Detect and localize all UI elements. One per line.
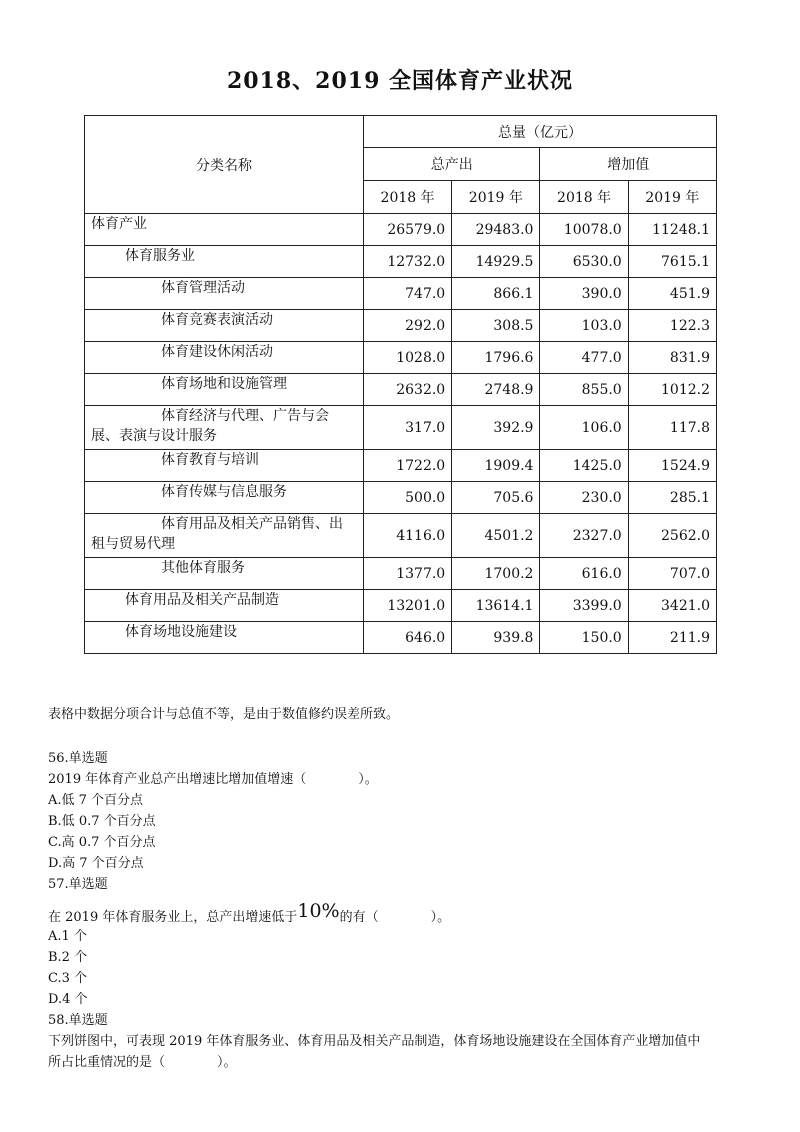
cell-value: 14929.5 — [452, 246, 540, 278]
row-name: 体育用品及相关产品销售、出租与贸易代理 — [85, 514, 364, 558]
option-c[interactable]: C.高 0.7 个百分点 — [48, 835, 156, 850]
cell-value: 866.1 — [452, 278, 540, 310]
cell-value: 13201.0 — [363, 590, 451, 622]
table-row — [85, 310, 717, 342]
header-output: 总产出 — [363, 148, 540, 181]
cell-value: 285.1 — [628, 482, 716, 514]
percent-value: 10% — [297, 900, 340, 922]
row-name: 体育管理活动 — [85, 278, 364, 310]
year-header: 2018 年 — [540, 181, 628, 214]
cell-value: 6530.0 — [540, 246, 628, 278]
table-row — [85, 214, 717, 246]
cell-value: 1722.0 — [363, 450, 451, 482]
table-row — [85, 590, 717, 622]
row-name: 体育建设休闲活动 — [85, 342, 364, 374]
option-b[interactable]: B.低 0.7 个百分点 — [48, 814, 156, 829]
cell-value: 2748.9 — [452, 374, 540, 406]
question-stem-line: 所占比重情况的是（ ）。 — [48, 1055, 237, 1070]
question-type: 58.单选题 — [48, 1013, 108, 1028]
cell-value: 29483.0 — [452, 214, 540, 246]
option-d[interactable]: D.4 个 — [48, 992, 88, 1007]
table-row — [85, 278, 717, 310]
table-row — [85, 514, 717, 558]
cell-value: 3399.0 — [540, 590, 628, 622]
cell-value: 230.0 — [540, 482, 628, 514]
cell-value: 2562.0 — [628, 514, 716, 558]
cell-value: 939.8 — [452, 622, 540, 654]
cell-value: 106.0 — [540, 406, 628, 450]
stem-part: 在 2019 年体育服务业上，总产出增速低于 — [48, 910, 298, 925]
page-title: 2018、2019 全国体育产业状况 — [226, 68, 574, 94]
cell-value: 7615.1 — [628, 246, 716, 278]
table-row — [85, 622, 717, 654]
year-header: 2018 年 — [363, 181, 451, 214]
question-stem-line: 下列饼图中，可表现 2019 年体育服务业、体育用品及相关产品制造，体育场地设施建设在全国体育产业增加值中 — [48, 1034, 701, 1049]
cell-value: 12732.0 — [363, 246, 451, 278]
row-name: 体育竞赛表演活动 — [85, 310, 364, 342]
option-b[interactable]: B.2 个 — [48, 950, 88, 965]
cell-value: 117.8 — [628, 406, 716, 450]
question-type: 56.单选题 — [48, 751, 108, 766]
row-name: 体育经济与代理、广告与会展、表演与设计服务 — [85, 406, 364, 450]
cell-value: 451.9 — [628, 278, 716, 310]
cell-value: 317.0 — [363, 406, 451, 450]
question-stem: 2019 年体育产业总产出增速比增加值增速（ ）。 — [48, 772, 378, 787]
cell-value: 392.9 — [452, 406, 540, 450]
table-row — [85, 342, 717, 374]
cell-value: 122.3 — [628, 310, 716, 342]
cell-value: 616.0 — [540, 558, 628, 590]
stem-part: 的有（ ）。 — [339, 910, 451, 925]
cell-value: 390.0 — [540, 278, 628, 310]
table-row — [85, 482, 717, 514]
cell-value: 477.0 — [540, 342, 628, 374]
cell-value: 1700.2 — [452, 558, 540, 590]
cell-value: 1028.0 — [363, 342, 451, 374]
cell-value: 11248.1 — [628, 214, 716, 246]
row-name: 体育教育与培训 — [85, 450, 364, 482]
table-row — [85, 246, 717, 278]
row-name: 体育用品及相关产品制造 — [85, 590, 364, 622]
cell-value: 1377.0 — [363, 558, 451, 590]
table-row — [85, 558, 717, 590]
option-c[interactable]: C.3 个 — [48, 971, 88, 986]
cell-value: 13614.1 — [452, 590, 540, 622]
cell-value: 707.0 — [628, 558, 716, 590]
sports-industry-table — [84, 115, 717, 654]
cell-value: 1425.0 — [540, 450, 628, 482]
table-note: 表格中数据分项合计与总值不等，是由于数值修约误差所致。 — [48, 707, 400, 722]
cell-value: 3421.0 — [628, 590, 716, 622]
cell-value: 150.0 — [540, 622, 628, 654]
cell-value: 4501.2 — [452, 514, 540, 558]
cell-value: 705.6 — [452, 482, 540, 514]
cell-value: 4116.0 — [363, 514, 451, 558]
row-name: 其他体育服务 — [85, 558, 364, 590]
cell-value: 2632.0 — [363, 374, 451, 406]
cell-value: 308.5 — [452, 310, 540, 342]
row-name: 体育场地设施建设 — [85, 622, 364, 654]
header-category: 分类名称 — [85, 116, 364, 214]
header-added: 增加值 — [540, 148, 717, 181]
question-stem — [48, 900, 451, 928]
option-d[interactable]: D.高 7 个百分点 — [48, 856, 144, 871]
cell-value: 831.9 — [628, 342, 716, 374]
cell-value: 211.9 — [628, 622, 716, 654]
row-name: 体育产业 — [85, 214, 364, 246]
table-row — [85, 450, 717, 482]
cell-value: 500.0 — [363, 482, 451, 514]
table-row — [85, 406, 717, 450]
option-a[interactable]: A.1 个 — [48, 929, 87, 944]
year-header: 2019 年 — [628, 181, 716, 214]
header-total: 总量（亿元） — [363, 116, 716, 148]
cell-value: 646.0 — [363, 622, 451, 654]
row-name: 体育服务业 — [85, 246, 364, 278]
cell-value: 1909.4 — [452, 450, 540, 482]
cell-value: 26579.0 — [363, 214, 451, 246]
table-row — [85, 374, 717, 406]
cell-value: 10078.0 — [540, 214, 628, 246]
cell-value: 103.0 — [540, 310, 628, 342]
cell-value: 292.0 — [363, 310, 451, 342]
year-header: 2019 年 — [452, 181, 540, 214]
cell-value: 2327.0 — [540, 514, 628, 558]
row-name: 体育场地和设施管理 — [85, 374, 364, 406]
question-type: 57.单选题 — [48, 877, 108, 892]
cell-value: 1796.6 — [452, 342, 540, 374]
option-a[interactable]: A.低 7 个百分点 — [48, 793, 144, 808]
cell-value: 1012.2 — [628, 374, 716, 406]
row-name: 体育传媒与信息服务 — [85, 482, 364, 514]
cell-value: 747.0 — [363, 278, 451, 310]
cell-value: 1524.9 — [628, 450, 716, 482]
cell-value: 855.0 — [540, 374, 628, 406]
